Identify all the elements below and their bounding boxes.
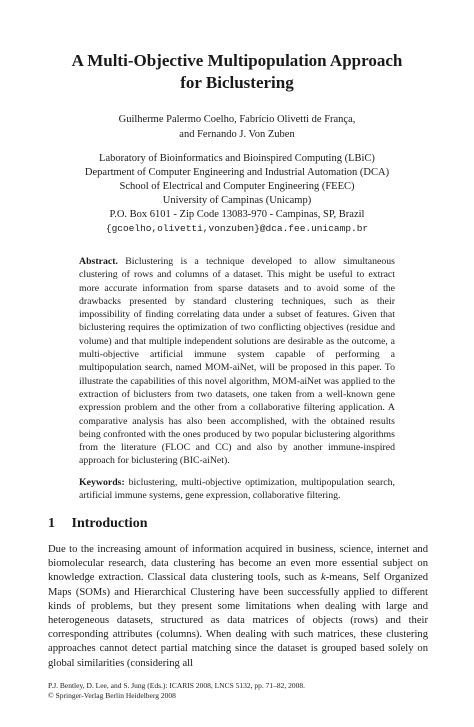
abstract <box>79 255 395 468</box>
affiliation-line: P.O. Box 6101 - Zip Code 13083-970 - Campinas, SP, Brazil <box>109 209 365 220</box>
keywords-label: Keywords: <box>79 477 125 488</box>
title-line-2: for Biclustering <box>180 73 294 92</box>
author-list <box>0 112 474 142</box>
affiliation-line: Department of Computer Engineering and Industrial Automation (DCA) <box>84 167 390 178</box>
copyright-line: © Springer-Verlag Berlin Heidelberg 2008 <box>48 691 176 700</box>
section-title: Introduction <box>71 516 148 531</box>
title-line-1: A Multi-Objective Multipopulation Approach <box>71 51 403 70</box>
section-heading <box>48 515 428 533</box>
section-number: 1 <box>48 516 55 531</box>
intro-k-variable: k <box>320 572 326 584</box>
paper-title <box>0 50 474 94</box>
citation-line: P.J. Bentley, D. Lee, and S. Jung (Eds.): ICARIS 2008, LNCS 5132, pp. 71–82, 2008. <box>48 681 306 690</box>
authors-line-1: Guilherme Palermo Coelho, Fabrício Olivetti de França, <box>118 114 356 125</box>
affiliation-line: Laboratory of Bioinformatics and Bioinspired Computing (LBiC) <box>99 153 375 164</box>
abstract-text: Biclustering is a technique developed to allow simultaneous clustering of rows and columns of a dataset. This might be useful to extract more accurate information from sparse datasets and to avoid some of the drawbacks presented by standard clustering techniques, such as their impossibility of finding correlating data under a subset of features. Given that biclustering requires the optimization of two conflicting objectives (residue and volume) and that multiple independent solutions are desirable as the outcome, a multi-objective artificial immune system capable of performing a multipopulation search, named MOM-aiNet, will be proposed in this paper. To illustrate the capabilities of this novel algorithm, MOM-aiNet was applied to the extraction of biclusters from two datasets, one taken from a well-known gene expression problem and the other from a collaborative filtering application. A comparative analysis has also been accomplished, with the obtained results being confronted with the ones produced by two popular biclustering algorithms from the literature (FLOC and CC) and also by another immune-inspired approach for biclustering (BIC-aiNet). <box>79 256 395 467</box>
page-footer <box>48 681 428 701</box>
affiliation-line: School of Electrical and Computer Engineering (FEEC) <box>119 181 355 192</box>
authors-line-2: and Fernando J. Von Zuben <box>179 129 295 140</box>
keywords-text: biclustering, multi-objective optimization, multipopulation search, artificial immune systems, gene expression, collaborative filtering. <box>79 477 395 502</box>
affiliation-block <box>0 152 474 236</box>
intro-text-part-2: -means, Self Organized Maps (SOMs) and Hierarchical Clustering have been successfully applied to different kinds of problems, but they present some limitations when dealing with large and heterogeneous datasets, structured as data matrices of objects (rows) and their corresponding attributes (columns). When dealing with such matrices, these clustering approaches cannot detect partial matching since the dataset is grouped based solely on global similarities (considering all <box>48 572 429 669</box>
abstract-label: Abstract. <box>79 256 118 267</box>
affiliation-line: University of Campinas (Unicamp) <box>162 195 312 206</box>
intro-text-part-1: Due to the increasing amount of information acquired in business, science, internet and biomolecular research, data clustering has become an even more essential subject on knowledge extraction. Classical data clustering tools, such as <box>48 544 428 584</box>
intro-paragraph <box>48 543 428 671</box>
keywords <box>79 476 395 503</box>
author-emails: {gcoelho,olivetti,vonzuben}@dca.fee.unicamp.br <box>105 223 369 234</box>
